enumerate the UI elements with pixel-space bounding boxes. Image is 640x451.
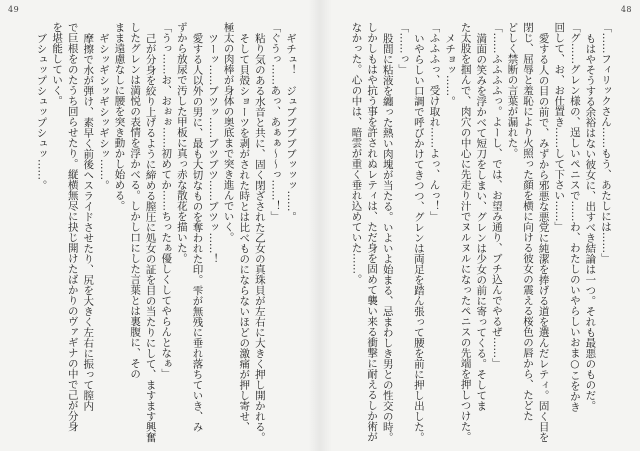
text-line: ブシュップシュップシュッ……。 bbox=[35, 32, 48, 190]
text-line: まま遠慮なしに腰を突き動かし始める。 bbox=[113, 22, 126, 211]
text-line: もはやそうする余裕はない彼女に、出すべき結論は一つ。それも最悪のものだ。 bbox=[584, 32, 597, 411]
text-line: 「うっ……お、おぉぉ……初めてか……ちったぁ優しくしてやらんとなぁ」 bbox=[160, 22, 173, 379]
text-line: 「グ……グレン様の、逞しいペニスで……わ、わたしのいやらしいおま○こをかき bbox=[568, 22, 581, 412]
text-line: 「ぐうっ……あっ、あぁぁ～～っ……！」 bbox=[269, 22, 282, 222]
page-gutter bbox=[308, 0, 332, 451]
text-line: 極太の肉棒が身体の奥底まで突き進んでいく。 bbox=[222, 22, 235, 243]
text-line: 愛する人の目の前で、みずから邪悪な悪党に純潔を捧げる道を選んだレティ。固く目を bbox=[537, 32, 550, 442]
text-line: どしく禁断の言葉が漏れた。 bbox=[506, 22, 519, 159]
text-line: ツーッ……ブツッ……ブツブツ……ブツッ……！ bbox=[207, 32, 220, 264]
text-line: た太股を掴んで、肉穴の中心に先走り汁でヌルヌルになったペニスの先端を押しつけた。 bbox=[459, 22, 472, 442]
text-line: ずから放尿で汚した甲板に真っ赤な散花を描いた。 bbox=[175, 22, 188, 264]
text-line: を堪能していく。 bbox=[51, 22, 64, 106]
text-line: 粘り気のある水音と共に、固く閉ざされた乙女の真珠貝が左右に大きく押し開かれる。 bbox=[253, 32, 266, 442]
page-number-right: 48 bbox=[620, 5, 632, 14]
text-line: 己が分身を絞り上げるように締める膣圧に処女の証を目の当たりにして、ますます興奮 bbox=[144, 32, 157, 442]
text-line: 閉じ、屈辱と羞恥により火照った顔を横に向ける彼女の震える桜色の唇から、たどた bbox=[522, 22, 535, 421]
text-line: 「……ふふふふっ。よーし、では、お望み通り、ブチ込んでやるぜ……」 bbox=[490, 22, 503, 369]
text-line: ギチュ！ ジュブブブブブッッッ……。 bbox=[285, 32, 297, 222]
text-line: 「……フィリックさん……もう、あたしには……」 bbox=[600, 22, 612, 264]
text-line: なかった。心の中は、暗雲が重く垂れ込めていた……。 bbox=[350, 22, 363, 285]
page-number-left: 49 bbox=[8, 5, 20, 14]
text-line: 「ふふふっ、受け取れ……よっ、んっ！」 bbox=[428, 22, 441, 222]
text-line: いやらしい口調で呼びかけてきつつ、グレンは両足を踏ん張って腰を前に押し出した。 bbox=[412, 32, 425, 442]
right-page-text bbox=[347, 22, 613, 444]
left-page-text bbox=[32, 22, 298, 444]
text-line: したグレンは満悦の表情を浮かべる。しかし口にした言葉とは裏腹に、その bbox=[129, 22, 142, 379]
text-line: 満面の笑みを浮かべて短刀をしまい、グレンは少女の前に寄ってくる。そしてま bbox=[475, 32, 488, 411]
text-line: しかしもはや抗う事を許されぬレティは、ただ身を固めて襲い来る衝撃に耐えるしか術が bbox=[366, 22, 379, 442]
text-line: ギシッギシッギシッギシッ……。 bbox=[97, 32, 110, 190]
text-line: そして貝殻ショーツを剥がされた時とは比べものにならないほどの激痛が押し寄せ、 bbox=[238, 32, 251, 432]
text-line: で巨根をのたうち回らせたり。縦横無尽に抉じ開けたばかりのヴァギナの中で己が分身 bbox=[66, 22, 79, 432]
text-line: メチョッ……。 bbox=[444, 32, 457, 106]
text-line: 回して、お、お仕置き……して下さい……」 bbox=[553, 22, 566, 232]
text-line: 股間に粘液を纏った熱い肉塊が当たる。いよいよ始まる、忌まわしき男との性交の時。 bbox=[381, 32, 394, 442]
text-line: 愛する人以外の男に、最も大切なものを奪われた印。雫が無残に垂れ落ちていき、み bbox=[191, 32, 204, 432]
text-line: 摩擦で水が弾け、素早く前後へスライドさせたり、尻を大きく左右に振って膣内 bbox=[82, 32, 95, 411]
text-line: 「……っ」 bbox=[397, 22, 410, 75]
